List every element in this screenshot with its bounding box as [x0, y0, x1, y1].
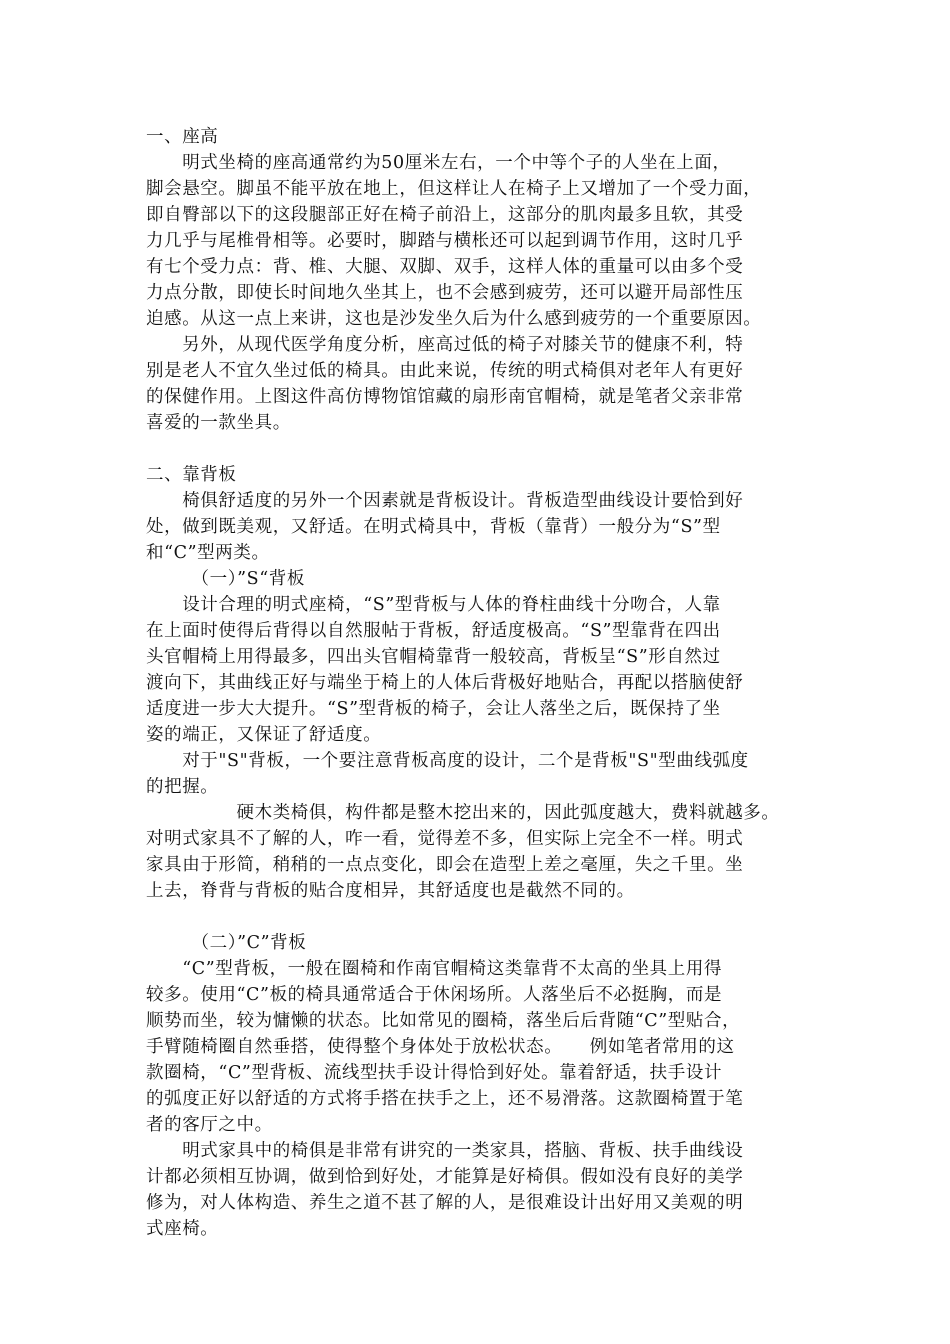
text-line: 力点分散，即使长时间地久坐其上，也不会感到疲劳，还可以避开局部性压	[146, 283, 744, 303]
paragraph	[146, 748, 826, 800]
section-heading-seat-height: 一、座高	[146, 127, 219, 147]
document-page	[146, 124, 826, 1242]
subsection-heading-c-backrest: （二）”C”背板	[146, 933, 307, 953]
text-line: 渡向下，其曲线正好与端坐于椅上的人体后背极好地贴合，再配以搭脑使舒	[146, 673, 744, 693]
text-line: 姿的端正，又保证了舒适度。	[146, 725, 382, 745]
paragraph	[146, 150, 826, 332]
text-line: 家具由于形简，稍稍的一点点变化，即会在造型上差之毫厘，失之千里。坐	[146, 855, 744, 875]
text-line: 力几乎与尾椎骨相等。必要时，脚踏与横枨还可以起到调节作用，这时几乎	[146, 231, 744, 251]
text-line: 较多。使用“C”板的椅具通常适合于休闲场所。人落坐后不必挺胸，而是	[146, 985, 723, 1005]
paragraph	[146, 800, 826, 904]
text-line: 对于"S"背板，一个要注意背板高度的设计，二个是背板"S"型曲线弧度	[146, 751, 749, 771]
text-line: 款圈椅，“C”型背板、流线型扶手设计得恰到好处。靠着舒适，扶手设计	[146, 1063, 723, 1083]
text-line: 头官帽椅上用得最多，四出头官帽椅靠背一般较高，背板呈“S”形自然过	[146, 647, 721, 667]
paragraph	[146, 592, 826, 748]
text-line: 在上面时使得后背得以自然服帖于背板，舒适度极高。“S”型靠背在四出	[146, 621, 721, 641]
subsection-heading-s-backrest: （一）”S“背板	[146, 569, 305, 589]
text-line: 对明式家具不了解的人，咋一看，觉得差不多，但实际上完全不一样。明式	[146, 829, 744, 849]
text-line: 喜爱的一款坐具。	[146, 413, 291, 433]
text-line: 另外，从现代医学角度分析，座高过低的椅子对膝关节的健康不利，特	[146, 335, 744, 355]
text-line: 明式坐椅的座高通常约为50厘米左右，一个中等个子的人坐在上面，	[146, 153, 731, 173]
text-line: 设计合理的明式座椅，“S”型背板与人体的脊柱曲线十分吻合，人靠	[146, 595, 721, 615]
spacer	[146, 436, 826, 462]
text-line: 处，做到既美观，又舒适。在明式椅具中，背板（靠背）一般分为“S”型	[146, 517, 721, 537]
text-line: “C”型背板，一般在圈椅和作南官帽椅这类靠背不太高的坐具上用得	[146, 959, 723, 979]
text-line: 式座椅。	[146, 1219, 219, 1239]
section-heading-backrest: 二、靠背板	[146, 465, 237, 485]
text-line: 和“C”型两类。	[146, 543, 270, 563]
text-line: 即自臀部以下的这段腿部正好在椅子前沿上，这部分的肌肉最多且软，其受	[146, 205, 744, 225]
text-line: 修为，对人体构造、养生之道不甚了解的人，是很难设计出好用又美观的明	[146, 1193, 744, 1213]
text-line: 有七个受力点：背、椎、大腿、双脚、双手，这样人体的重量可以由多个受	[146, 257, 744, 277]
paragraph	[146, 488, 826, 566]
text-line: 适度进一步大大提升。“S”型背板的椅子，会让人落坐之后，既保持了坐	[146, 699, 721, 719]
paragraph	[146, 1138, 826, 1242]
text-line: 的保健作用。上图这件高仿博物馆馆藏的扇形南官帽椅，就是笔者父亲非常	[146, 387, 744, 407]
paragraph	[146, 332, 826, 436]
text-line: 顺势而坐，较为慵懒的状态。比如常见的圈椅，落坐后后背随“C”型贴合，	[146, 1011, 741, 1031]
text-line: 手臂随椅圈自然垂搭，使得整个身体处于放松状态。 例如笔者常用的这	[146, 1037, 735, 1057]
text-line: 者的客厅之中。	[146, 1115, 273, 1135]
spacer	[146, 904, 826, 930]
text-line: 计都必须相互协调，做到恰到好处，才能算是好椅俱。假如没有良好的美学	[146, 1167, 744, 1187]
paragraph	[146, 956, 826, 1138]
text-line: 迫感。从这一点上来讲，这也是沙发坐久后为什么感到疲劳的一个重要原因。	[146, 309, 762, 329]
text-line: 的把握。	[146, 777, 219, 797]
text-line: 硬木类椅俱，构件都是整木挖出来的，因此弧度越大，费料就越多。	[146, 803, 780, 823]
text-line: 的弧度正好以舒适的方式将手搭在扶手之上，还不易滑落。这款圈椅置于笔	[146, 1089, 744, 1109]
text-line: 别是老人不宜久坐过低的椅具。由此来说，传统的明式椅俱对老年人有更好	[146, 361, 744, 381]
text-line: 脚会悬空。脚虽不能平放在地上，但这样让人在椅子上又增加了一个受力面，	[146, 179, 762, 199]
text-line: 上去，脊背与背板的贴合度相异，其舒适度也是截然不同的。	[146, 881, 635, 901]
text-line: 明式家具中的椅俱是非常有讲究的一类家具，搭脑、背板、扶手曲线设	[146, 1141, 744, 1161]
text-line: 椅俱舒适度的另外一个因素就是背板设计。背板造型曲线设计要恰到好	[146, 491, 744, 511]
